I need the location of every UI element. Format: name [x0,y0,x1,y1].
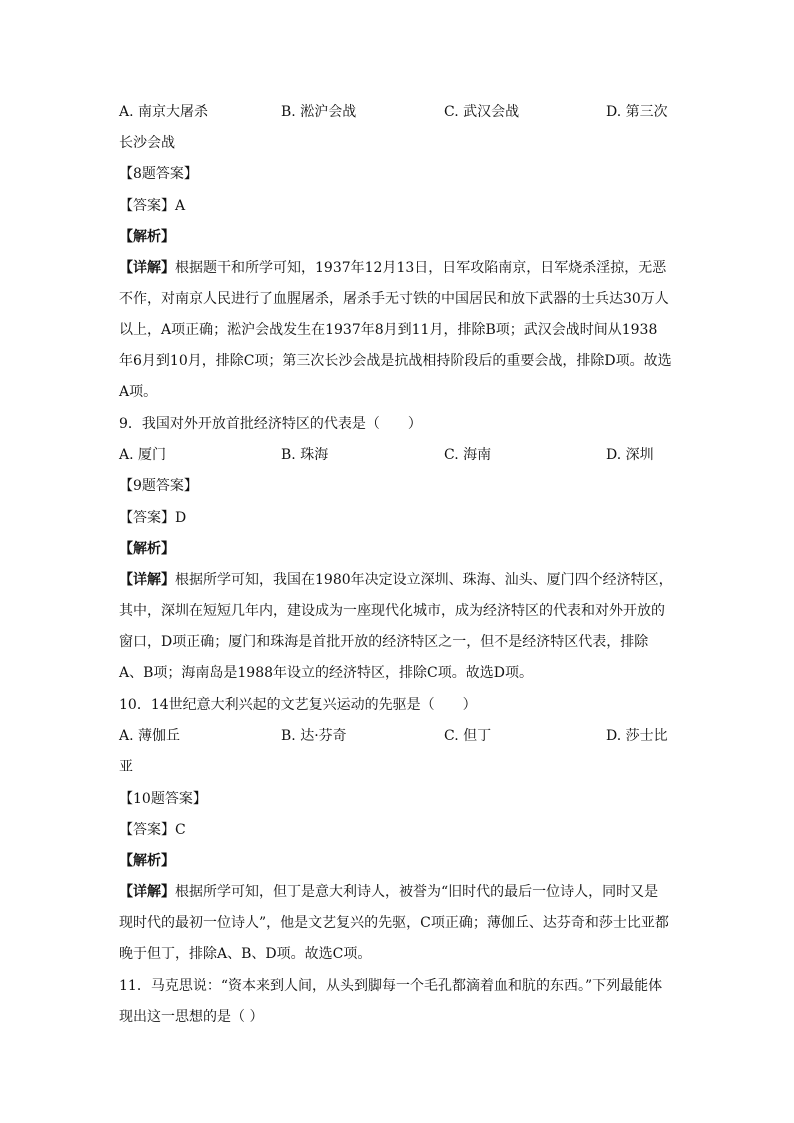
answer-value: C [175,822,186,838]
q9-detail-line [119,570,679,590]
detail-text: 根据所学可知，但丁是意大利诗人，被誉为“旧时代的最后一位诗人，同时又是 [175,884,659,900]
q8-detail-line: 年6月到10月，排除C项；第三次长沙会战是抗战相持阶段后的重要会战，排除D项。故选 [119,353,672,369]
detail-text: 根据所学可知，我国在1980年决定设立深圳、珠海、汕头、厦门四个经济特区， [175,572,673,588]
q8-answer [119,196,679,216]
q8-options [119,102,679,122]
q9-detail-line: 窗口，D项正确；厦门和珠海是首批开放的经济特区之一，但不是经济特区代表，排除 [119,634,649,650]
q10-option-c: C. 但丁 [444,728,492,744]
q10-option-d: D. 莎士比 [606,728,668,744]
q8-option-d: D. 第三次 [606,104,668,120]
q8-option-a: A. 南京大屠杀 [119,104,209,120]
q10-answer-header: 【10题答案】 [119,791,207,807]
detail-tag: 【详解】 [119,260,175,276]
q10-options [119,726,679,746]
q8-option-b: B. 淞沪会战 [281,104,357,120]
q9-options [119,445,679,465]
detail-tag: 【详解】 [119,572,175,588]
answer-tag: 【答案】 [119,510,175,526]
answer-value: A [175,198,186,214]
q8-detail-line: 不作，对南京人民进行了血腥屠杀，屠杀手无寸铁的中国居民和放下武器的士兵达30万人 [119,291,669,307]
q8-answer-header: 【8题答案】 [119,166,198,182]
q11-stem-line: 现出这一思想的是（ ） [119,1009,264,1025]
detail-tag: 【详解】 [119,884,175,900]
q8-detail-line [119,258,679,278]
q8-option-c: C. 武汉会战 [444,104,520,120]
q10-detail-line: 现时代的最初一位诗人”，他是文艺复兴的先驱，C项正确；薄伽丘、达芬奇和莎士比亚都 [119,915,669,931]
answer-tag: 【答案】 [119,198,175,214]
q9-option-c: C. 海南 [444,447,492,463]
q9-stem: 9．我国对外开放首批经济特区的代表是（ ） [119,416,422,432]
q9-analysis-label: 【解析】 [119,541,175,557]
q9-option-d: D. 深圳 [606,447,654,463]
q10-option-b: B. 达·芬奇 [281,728,347,744]
q9-answer [119,508,679,528]
q8-detail-line: A项。 [119,384,158,400]
q10-option-a: A. 薄伽丘 [119,728,181,744]
q10-detail-line [119,882,679,902]
answer-value: D [175,510,187,526]
q9-answer-header: 【9题答案】 [119,478,198,494]
q9-option-a: A. 厦门 [119,447,167,463]
detail-text: 根据题干和所学可知，1937年12月13日，日军攻陷南京，日军烧杀淫掠，无恶 [175,260,667,276]
q8-option-d-wrap: 长沙会战 [119,135,175,151]
q10-stem: 10．14世纪意大利兴起的文艺复兴运动的先驱是（ ） [119,697,477,713]
q10-option-d-wrap: 亚 [119,759,133,775]
q11-stem-line: 11．马克思说：“资本来到人间，从头到脚每一个毛孔都滴着血和肮的东西。”下列最能体 [119,978,663,994]
q8-detail-line: 以上，A项正确；淞沪会战发生在1937年8月到11月，排除B项；武汉会战时间从1938 [119,322,658,338]
q9-detail-line: A、B项；海南岛是1988年设立的经济特区，排除C项。故选D项。 [119,665,533,681]
q10-analysis-label: 【解析】 [119,853,175,869]
q9-detail-line: 其中，深圳在短短几年内，建设成为一座现代化城市，成为经济特区的代表和对外开放的 [119,603,665,619]
q8-analysis-label: 【解析】 [119,229,175,245]
q10-detail-line: 晚于但丁，排除A、B、D项。故选C项。 [119,946,372,962]
answer-tag: 【答案】 [119,822,175,838]
q10-answer [119,820,679,840]
q9-option-b: B. 珠海 [281,447,329,463]
